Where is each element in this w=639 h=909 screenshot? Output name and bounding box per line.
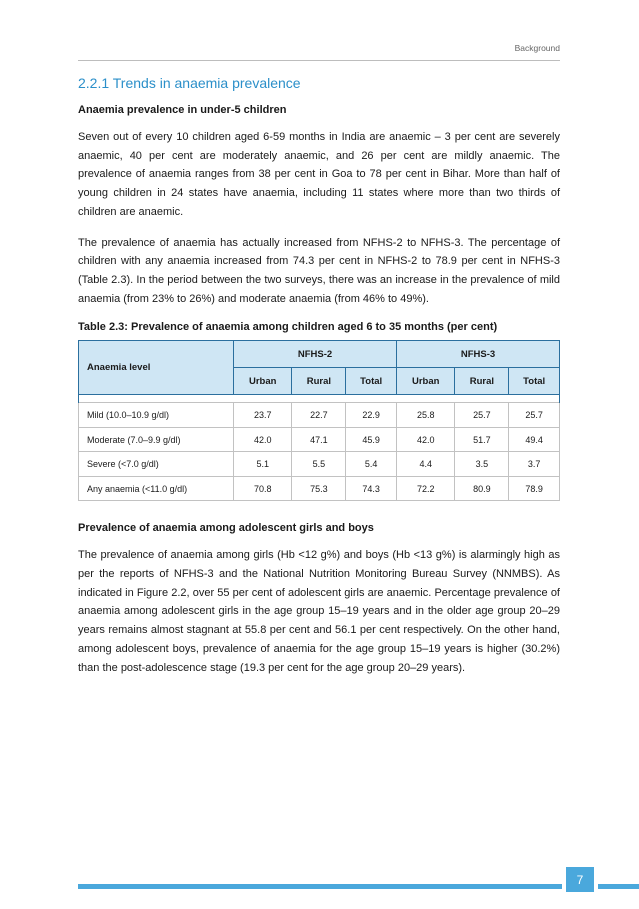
cell-value: 80.9: [455, 476, 509, 501]
cell-value: 72.2: [396, 476, 454, 501]
table-row: [79, 403, 560, 428]
cell-value: 70.8: [234, 476, 292, 501]
cell-value: 3.7: [509, 452, 560, 477]
row-level: Severe (<7.0 g/dl): [79, 452, 234, 477]
cell-value: 3.5: [455, 452, 509, 477]
cell-value: 23.7: [234, 403, 292, 428]
section-title: 2.2.1 Trends in anaemia prevalence: [78, 75, 301, 91]
cell-value: 74.3: [346, 476, 397, 501]
header-anaemia-level: Anaemia level: [79, 341, 234, 395]
cell-value: 25.7: [455, 403, 509, 428]
table-spacer: [79, 395, 560, 403]
cell-value: 42.0: [234, 427, 292, 452]
cell-value: 5.4: [346, 452, 397, 477]
header-rule: [78, 60, 560, 61]
cell-value: 22.7: [292, 403, 346, 428]
header-nfhs2-total: Total: [346, 368, 397, 395]
row-level: Moderate (7.0–9.9 g/dl): [79, 427, 234, 452]
header-nfhs3: NFHS-3: [396, 341, 559, 368]
cell-value: 4.4: [396, 452, 454, 477]
cell-value: 22.9: [346, 403, 397, 428]
cell-value: 49.4: [509, 427, 560, 452]
header-nfhs3-rural: Rural: [455, 368, 509, 395]
cell-value: 78.9: [509, 476, 560, 501]
subheading-under5: Anaemia prevalence in under-5 children: [78, 104, 287, 116]
header-nfhs2: NFHS-2: [234, 341, 397, 368]
subheading-adolescent: Prevalence of anaemia among adolescent girls and boys: [78, 522, 374, 535]
table-caption: Table 2.3: Prevalence of anaemia among children aged 6 to 35 months (per cent): [78, 321, 498, 334]
header-nfhs3-urban: Urban: [396, 368, 454, 395]
cell-value: 25.8: [396, 403, 454, 428]
table-row: [79, 452, 560, 477]
cell-value: 75.3: [292, 476, 346, 501]
row-level: Any anaemia (<11.0 g/dl): [79, 476, 234, 501]
table-row: [79, 427, 560, 452]
cell-value: 5.1: [234, 452, 292, 477]
paragraph-nfhs-trend: The prevalence of anaemia has actually increased from NFHS-2 to NFHS-3. The percentage of children with any anaemia increased from 74.3 per cent in NFHS-2 to 78.9 per cent in NFHS-3 (Table 2.3). In the period between the two surveys, there was an increase in the prevalence of mild anaemia (from 23% to 26%) and moderate anaemia (from 46% to 49%).: [78, 236, 560, 305]
anaemia-table: [78, 340, 560, 501]
header-nfhs2-rural: Rural: [292, 368, 346, 395]
cell-value: 5.5: [292, 452, 346, 477]
footer-bar: [78, 884, 562, 889]
footer-bar-right: [598, 884, 639, 889]
cell-value: 42.0: [396, 427, 454, 452]
row-level: Mild (10.0–10.9 g/dl): [79, 403, 234, 428]
cell-value: 25.7: [509, 403, 560, 428]
paragraph-under5-prevalence: Seven out of every 10 children aged 6-59 months in India are anaemic – 3 per cent are severely anaemic, 40 per cent are moderately anaemic, and 26 per cent are mildly anaemic. The prevalence of anaemia ranges from 38 per cent in Goa to 78 per cent in Bihar. More than half of young children in 24 states have anaemia, including 11 states where more than two thirds of children are anaemic.: [78, 131, 560, 218]
page-content: [78, 74, 560, 689]
table-row: [79, 476, 560, 501]
table-header-row-groups: [79, 341, 560, 368]
cell-value: 51.7: [455, 427, 509, 452]
running-header: Background: [514, 43, 560, 53]
cell-value: 45.9: [346, 427, 397, 452]
header-nfhs2-urban: Urban: [234, 368, 292, 395]
paragraph-adolescent-prevalence: The prevalence of anaemia among girls (Hb <12 g%) and boys (Hb <13 g%) is alarmingly high as per the reports of NFHS-3 and the National Nutrition Monitoring Bureau Survey (NNMBS). As indicated in Figure 2.2, over 55 per cent of adolescent girls are anaemic. Percentage prevalence of anaemia among adolescent girls in the age group 15–19 years and in the older age group 20–29 years remains almost stagnant at 55.8 per cent and 56.1 per cent respectively. On the other hand, among adolescent boys, prevalence of anaemia for the age group 15–19 years is higher (30.2%) than the post-adolescence stage (19.3 per cent for the age group 20–29 years).: [78, 549, 560, 674]
cell-value: 47.1: [292, 427, 346, 452]
page-number: 7: [566, 867, 594, 892]
header-nfhs3-total: Total: [509, 368, 560, 395]
